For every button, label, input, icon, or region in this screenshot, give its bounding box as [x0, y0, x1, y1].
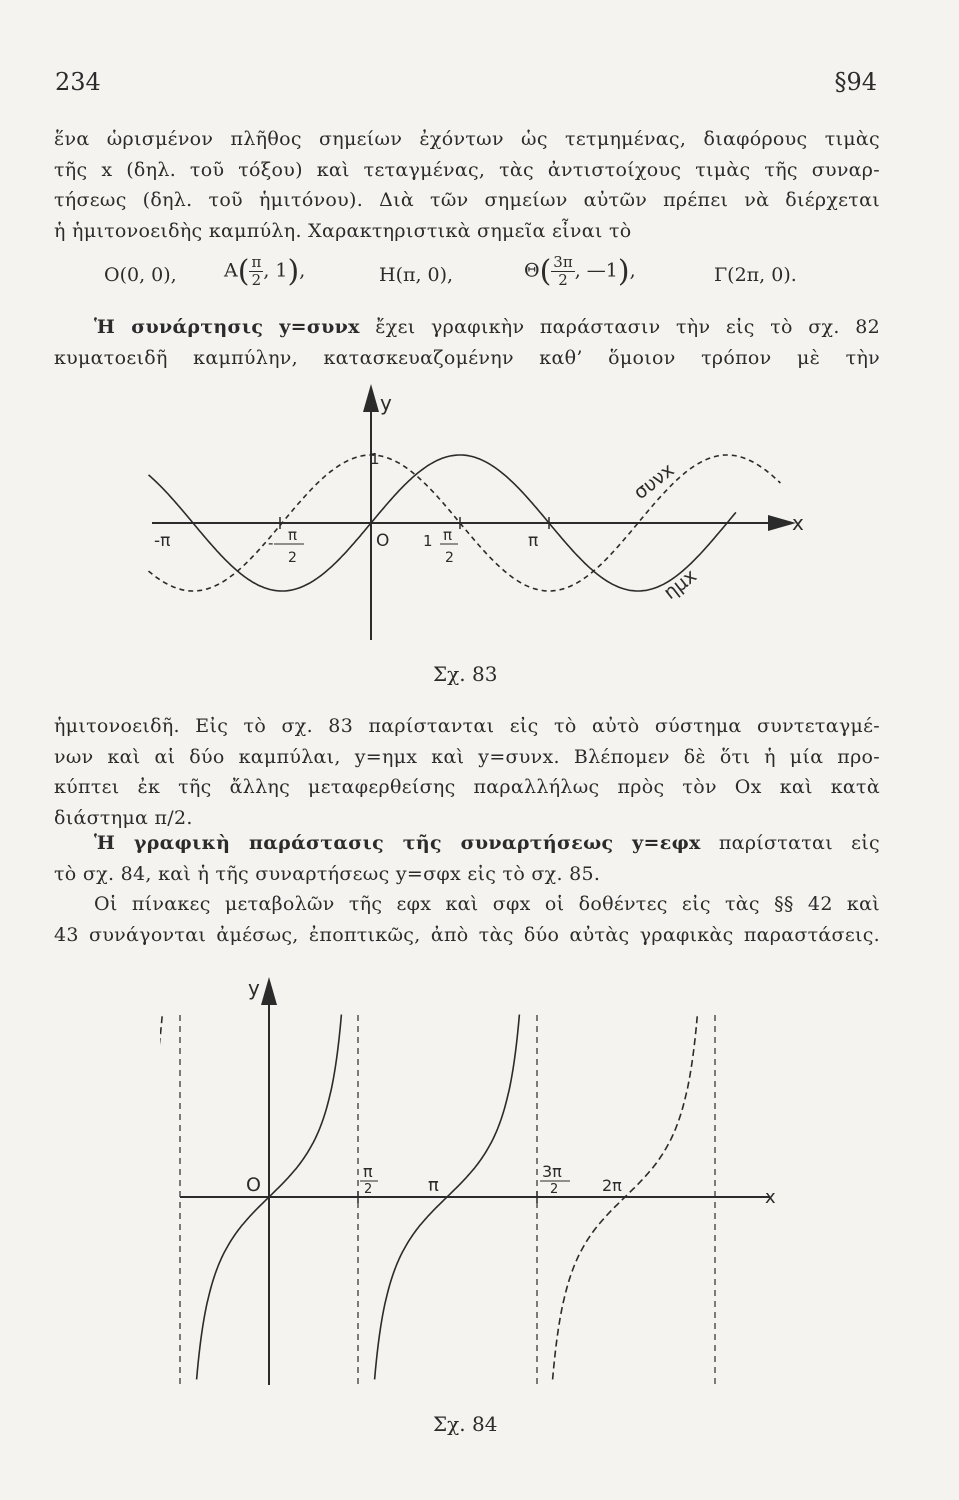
text-line: 43 συνάγονται ἀμέσως, ἐποπτικῶς, ἀπὸ τὰς δύο αὐτὰς γραφικὰς παραστάσεις.	[54, 923, 880, 946]
pi-label: π	[428, 1175, 439, 1196]
sin-curve-label: ημx	[659, 564, 701, 604]
neg-pi-label: -π	[154, 531, 171, 551]
half-pi-num: π	[443, 526, 453, 544]
text-run: ἔχει γραφικὴν παράστασιν τὴν εἰς τὸ σχ. 82	[359, 316, 881, 338]
x-axis-label: x	[765, 1187, 776, 1208]
paren-close: )	[287, 254, 300, 289]
figure-84-caption: Σχ. 84	[433, 1412, 498, 1436]
fraction-numerator: 3π	[553, 253, 573, 271]
tangent-branch	[160, 1015, 162, 1380]
bold-phrase: Ἡ γραφικὴ παράστασις τῆς συναρτήσεως y=εφx	[94, 832, 701, 854]
paragraph-intro	[54, 124, 880, 246]
cos-curve-label: συνx	[629, 458, 679, 504]
text-line: νων καὶ αἱ δύο καμπύλαι, y=ημx καὶ y=συνx. Βλέπομεν δὲ ὅτι ἡ μία προ-	[54, 745, 880, 768]
point-o: O(0, 0),	[104, 264, 177, 286]
fraction-numerator: π	[251, 253, 262, 271]
figure-84	[160, 975, 800, 1395]
paragraph-sin-cos	[54, 711, 880, 833]
bold-phrase: Ἡ συνάρτησις y=συνx	[94, 316, 360, 338]
figure-83-caption: Σχ. 83	[433, 662, 498, 686]
point-theta-rest: , —1	[574, 259, 618, 282]
text-line: τὸ σχ. 84, καὶ ἡ τῆς συναρτήσεως y=σφx εἰς τὸ σχ. 85.	[54, 862, 601, 885]
neg-minus-sign: -	[268, 534, 274, 552]
point-theta: Θ( $\frac{3\pi}{2}$ , —1),	[524, 253, 636, 289]
point-a: A( $\frac{\pi}{2}$ , 1),	[224, 253, 306, 289]
neg-half-pi-den: 2	[288, 550, 297, 566]
text-line: τήσεως (δηλ. τοῦ ἡμιτόνου). Διὰ τῶν σημείων αὐτῶν πρέπει νὰ διέρχεται	[54, 189, 880, 211]
point-gamma: Γ(2π, 0).	[714, 264, 797, 286]
text-line: ἡμιτονοειδῆ. Εἰς τὸ σχ. 83 παρίστανται εἰς τὸ αὐτὸ σύστημα συντεταγμέ-	[54, 715, 880, 737]
paren-close: )	[617, 254, 630, 289]
paragraph-cos	[54, 312, 880, 373]
paragraph-tan	[54, 828, 880, 950]
origin-label: O	[246, 1174, 261, 1196]
text-line: κυματοειδῆ καμπύλην, κατασκευαζομένην καθ’ ὅμοιον τρόπον μὲ τὴν	[54, 346, 880, 369]
half-pi-den: 2	[445, 550, 454, 566]
point-a-rest: , 1	[263, 259, 288, 282]
paren-open: (	[237, 254, 250, 289]
text-line: κύπτει ἐκ τῆς ἄλλης μεταφερθείσης παραλλήλως πρὸς τὸν Ox καὶ κατὰ	[54, 776, 880, 798]
text-run: παρίσταται εἰς	[700, 832, 880, 854]
text-line: ἡ ἡμιτονοειδὴς καμπύλη. Χαρακτηριστικὰ σημεῖα εἶναι τὸ	[54, 219, 632, 242]
figure-83	[140, 380, 820, 680]
pi-label: π	[528, 531, 539, 551]
fraction	[551, 254, 574, 289]
fraction	[249, 254, 263, 289]
neg-half-pi-num: π	[288, 526, 298, 544]
section-number: §94	[834, 68, 877, 96]
text-line	[54, 312, 880, 343]
fraction-denominator: 2	[558, 271, 568, 289]
point-h: H(π, 0),	[379, 264, 454, 286]
characteristic-points	[104, 254, 834, 304]
text-line: Οἱ πίνακες μεταβολῶν τῆς εφx καὶ σφx οἱ δοθέντες εἰς τὰς §§ 42 καὶ	[94, 893, 880, 915]
two-pi-label: 2π	[602, 1176, 622, 1195]
text-line: διάστημα π/2.	[54, 806, 193, 829]
page-number: 234	[55, 68, 101, 96]
text-line: τῆς x (δηλ. τοῦ τόξου) καὶ τεταγμένας, τὰς ἀντιστοίχους τιμὰς τῆς συναρ-	[54, 158, 880, 181]
x-axis-label: x	[792, 511, 804, 535]
three-half-pi-den: 2	[550, 1182, 559, 1197]
one-x-label: 1	[423, 532, 433, 550]
y-axis-label: y	[248, 976, 260, 1000]
fraction-denominator: 2	[251, 271, 262, 289]
paren-open: (	[539, 254, 552, 289]
one-label: 1	[370, 450, 380, 468]
text-line	[54, 828, 880, 859]
half-pi-num: π	[363, 1162, 373, 1181]
point-a-label: A	[224, 259, 238, 282]
text-line: ἕνα ὡρισμένον πλῆθος σημείων ἐχόντων ὡς τετμημένας, διαφόρους τιμὰς	[54, 128, 880, 150]
point-theta-label: Θ	[524, 259, 540, 282]
three-half-pi-num: 3π	[542, 1162, 562, 1181]
y-axis-label: y	[380, 391, 392, 415]
half-pi-den: 2	[364, 1182, 373, 1197]
origin-label: O	[376, 531, 390, 551]
